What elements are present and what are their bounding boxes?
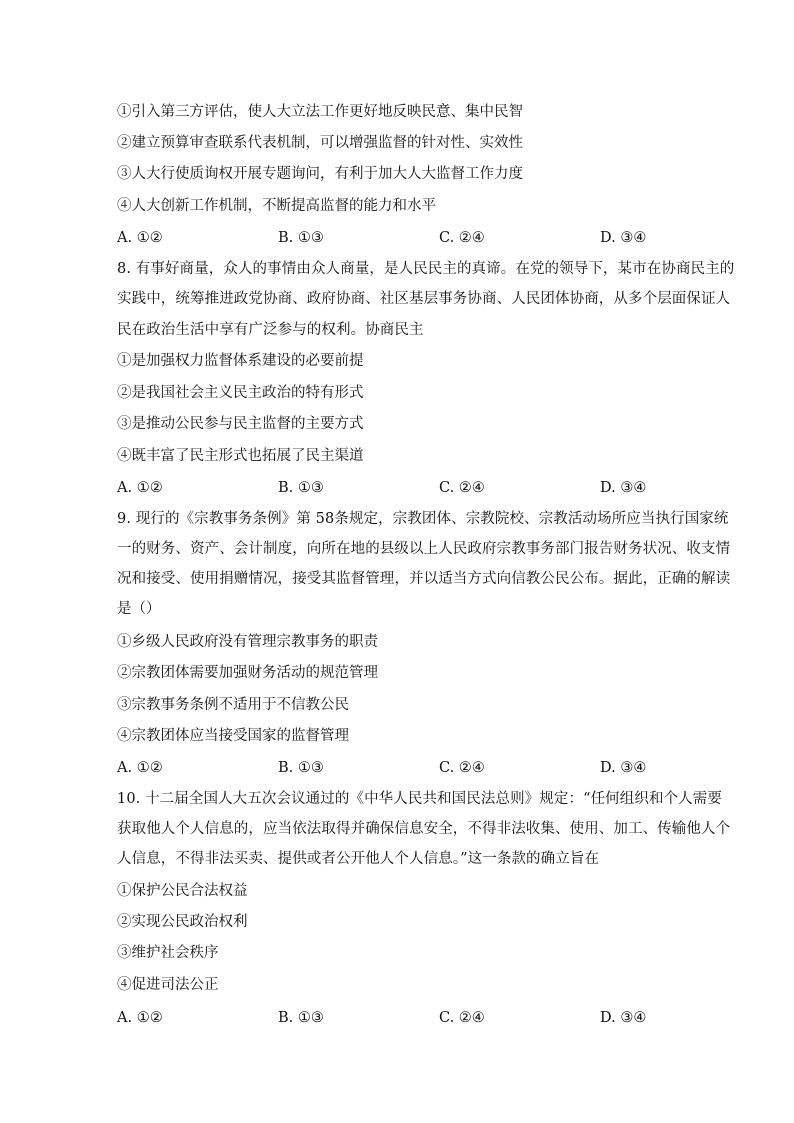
q9-option-a: A. ①②: [117, 760, 163, 776]
q8-option-d: D. ③④: [600, 480, 647, 496]
q8-item-1: ①是加强权力监督体系建设的必要前提: [117, 353, 364, 369]
q9-stem-line-3: 况和接受、使用捐赠情况，接受其监督管理，并以适当方式向信教公民公布。据此，正确的解读: [117, 571, 731, 587]
q10-option-b: B. ①③: [278, 1010, 324, 1026]
q7-option-c: C. ②④: [439, 230, 485, 246]
q8-item-2: ②是我国社会主义民主政治的特有形式: [117, 385, 364, 401]
q10-item-4: ④促进司法公正: [117, 977, 219, 993]
q8-stem-line-2: 实践中，统筹推进政党协商、政府协商、社区基层事务协商、人民团体协商，从多个层面保证人: [117, 291, 731, 307]
q7-option-d: D. ③④: [600, 230, 647, 246]
q7-option-a: A. ①②: [117, 230, 163, 246]
q10-option-c: C. ②④: [439, 1010, 485, 1026]
q9-item-3: ③宗教事务条例不适用于不信教公民: [117, 697, 349, 713]
q9-option-c: C. ②④: [439, 760, 485, 776]
q9-stem-line-4: 是（）: [117, 601, 161, 617]
q9-stem-line-1: 9. 现行的《宗教事务条例》第 58条规定，宗教团体、宗教院校、宗教活动场所应当执行国家统: [117, 511, 729, 527]
q10-option-d: D. ③④: [600, 1010, 647, 1026]
q7-item-2: ②建立预算审查联系代表机制，可以增强监督的针对性、实效性: [117, 135, 523, 151]
q7-item-3: ③人大行使质询权开展专题询问，有利于加大人大监督工作力度: [117, 166, 523, 182]
q10-option-a: A. ①②: [117, 1010, 163, 1026]
q8-stem-line-3: 民在政治生活中享有广泛参与的权利。协商民主: [117, 322, 424, 338]
q9-stem-line-2: 一的财务、资产、会计制度，向所在地的县级以上人民政府宗教事务部门报告财务状况、收支情: [117, 541, 731, 557]
q10-stem-line-1: 10. 十二届全国人大五次会议通过的《中华人民共和国民法总则》规定：“任何组织和个人需要: [117, 791, 722, 807]
q10-stem-line-3: 人信息，不得非法买卖、提供或者公开他人个人信息。”这一条款的确立旨在: [117, 851, 600, 867]
q7-item-1: ①引入第三方评估，使人大立法工作更好地反映民意、集中民智: [117, 104, 523, 120]
q10-item-3: ③维护社会秩序: [117, 945, 219, 961]
q9-option-d: D. ③④: [600, 760, 647, 776]
q10-item-2: ②实现公民政治权利: [117, 914, 248, 930]
q10-stem-line-2: 获取他人个人信息的，应当依法取得并确保信息安全，不得非法收集、使用、加工、传输他人个: [117, 821, 731, 837]
q9-item-4: ④宗教团体应当接受国家的监督管理: [117, 728, 349, 744]
q8-item-4: ④既丰富了民主形式也拓展了民主渠道: [117, 448, 364, 464]
q8-stem-line-1: 8. 有事好商量，众人的事情由众人商量，是人民民主的真谛。在党的领导下，某市在协商民主的: [117, 261, 735, 277]
q8-item-3: ③是推动公民参与民主监督的主要方式: [117, 416, 364, 432]
q10-item-1: ①保护公民合法权益: [117, 883, 248, 899]
q7-item-4: ④人大创新工作机制，不断提高监督的能力和水平: [117, 198, 436, 214]
q9-option-b: B. ①③: [278, 760, 324, 776]
q7-option-b: B. ①③: [278, 230, 324, 246]
q9-item-2: ②宗教团体需要加强财务活动的规范管理: [117, 665, 378, 681]
q8-option-a: A. ①②: [117, 480, 163, 496]
q9-item-1: ①乡级人民政府没有管理宗教事务的职责: [117, 634, 378, 650]
q8-option-c: C. ②④: [439, 480, 485, 496]
q8-option-b: B. ①③: [278, 480, 324, 496]
